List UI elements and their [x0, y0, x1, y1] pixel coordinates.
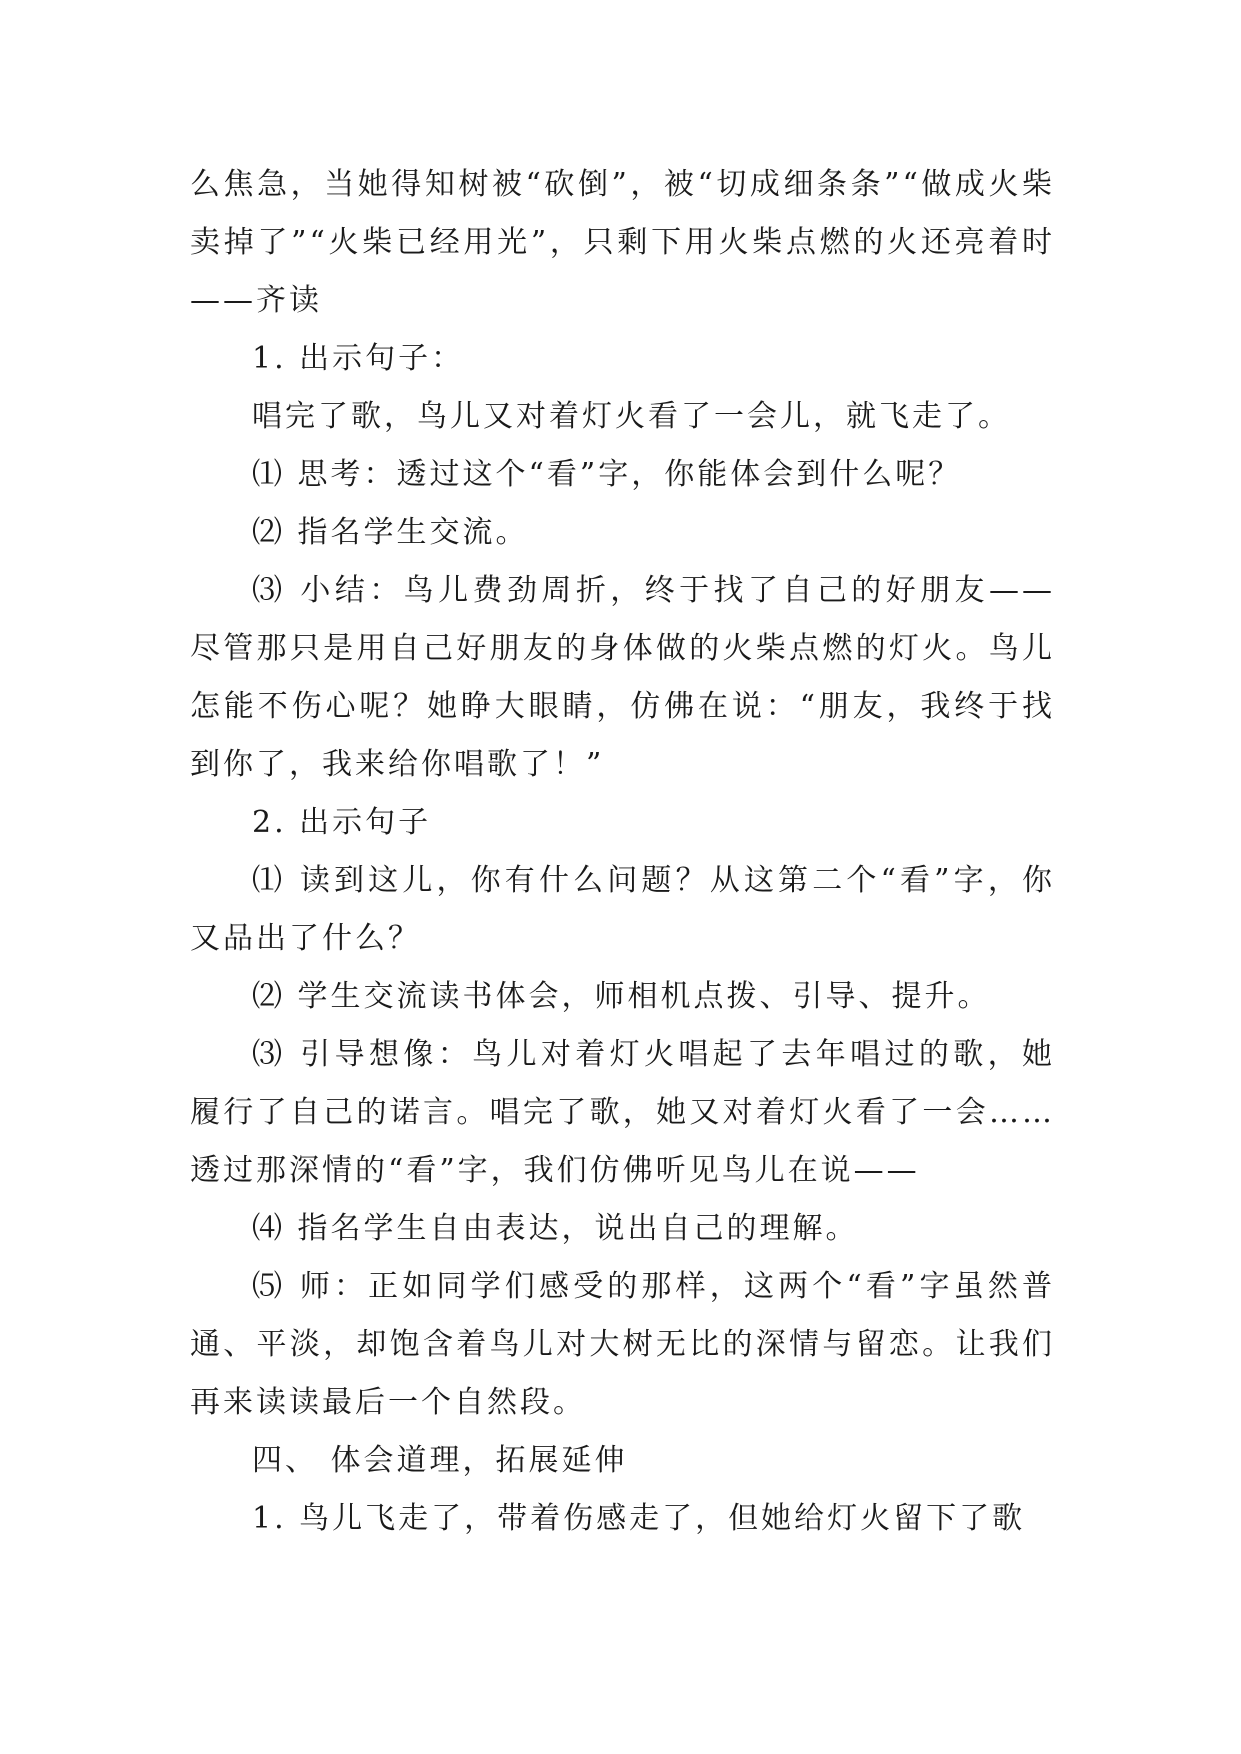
sub-item-express: ⑷ 指名学生自由表达，说出自己的理解。	[252, 1211, 859, 1246]
sub-item-teacher: ⑸ 师：正如同学们感受的那样，这两个“看”字虽然普通、平淡，却饱含着鸟儿对大树无比的深情与留恋。让我们再来读读最后一个自然段。	[190, 1269, 1055, 1420]
list-item-show-sentence-2: 2. 出示句子	[252, 805, 432, 840]
section-heading-four: 四、 体会道理，拓展延伸	[252, 1443, 628, 1478]
paragraph-continuation: 么焦急，当她得知树被“砍倒”，被“切成细条条”“做成火柴卖掉了”“火柴已经用光”，只剩下用火柴点燃的火还亮着时——齐读	[190, 167, 1055, 318]
list-item-bird-flew: 1. 鸟儿飞走了，带着伤感走了，但她给灯火留下了歌	[252, 1501, 1026, 1536]
sub-item-exchange: ⑵ 指名学生交流。	[252, 515, 529, 550]
quoted-sentence: 唱完了歌，鸟儿又对着灯火看了一会儿，就飞走了。	[252, 399, 1011, 434]
list-item-show-sentence-1: 1. 出示句子：	[252, 341, 465, 376]
sub-item-discussion: ⑵ 学生交流读书体会，师相机点拨、引导、提升。	[252, 979, 991, 1014]
document-body	[190, 156, 1055, 1548]
sub-item-think: ⑴ 思考：透过这个“看”字，你能体会到什么呢？	[252, 457, 962, 492]
sub-item-summary: ⑶ 小结：鸟儿费劲周折，终于找了自己的好朋友——尽管那只是用自己好朋友的身体做的火柴点燃的灯火。鸟儿怎能不伤心呢？她睁大眼睛，仿佛在说：“朋友，我终于找到你了，我来给你唱歌了！”	[190, 573, 1055, 782]
sub-item-question: ⑴ 读到这儿，你有什么问题？从这第二个“看”字，你又品出了什么？	[190, 863, 1055, 956]
sub-item-imagine: ⑶ 引导想像：鸟儿对着灯火唱起了去年唱过的歌，她履行了自己的诺言。唱完了歌，她又对着灯火看了一会……透过那深情的“看”字，我们仿佛听见鸟儿在说——	[190, 1037, 1055, 1188]
